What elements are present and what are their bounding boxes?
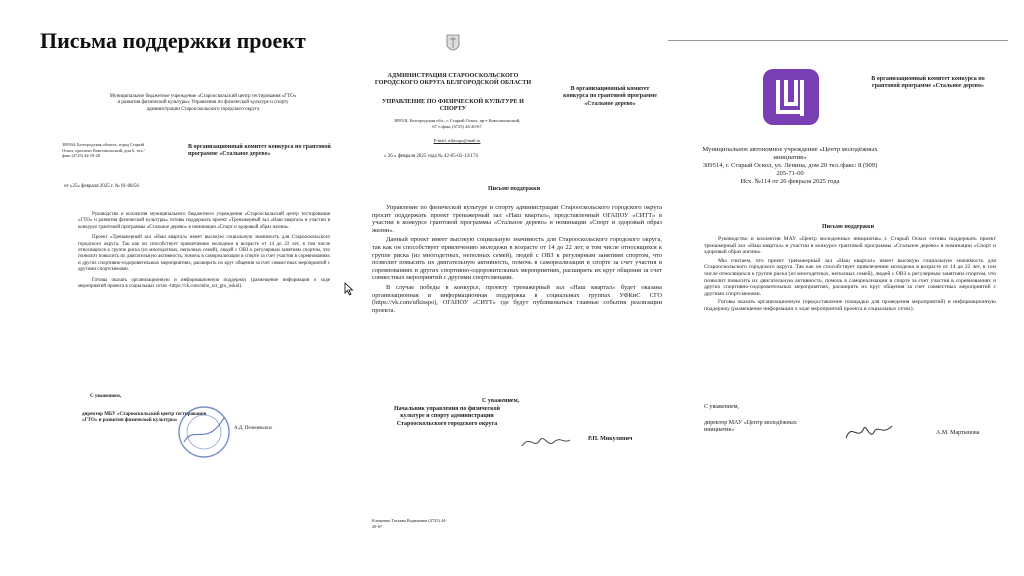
letter1-recipient: В организационный комитет конкурса по грантовой программе «Стальное дерево» — [188, 144, 331, 158]
letter1-closing: С уважением, — [90, 394, 121, 399]
letter1-body — [78, 212, 330, 290]
letter3-recipient: В организационный комитет конкурса по грантовой программе «Стальное дерево» — [871, 76, 985, 90]
letter1-org: Муниципальное бюджетное учреждение «Старооскольский центр тестирования «ГТО» и развития физической культуры» Управления по физической культуре и спорту администрации Старооскольского городского округа — [109, 94, 297, 112]
letter2-signer-title: Начальник управления по физической культуре и спорту администрации Старооскольского городского округа — [394, 406, 500, 427]
letter1-signer-title: директор МБУ «Старооскольский центр тестирования «ГТО» и развития физической культуры» — [82, 412, 207, 424]
letter1-signer-name: А.Д. Печеневских — [234, 426, 273, 431]
support-letter-gto — [58, 88, 338, 558]
letter1-stamp-icon — [176, 404, 232, 460]
letter2-heading: Письмо поддержки — [487, 186, 541, 192]
letter3-paragraph-2: Мы считаем, что проект тренажерный зал «Наш квартал» имеет высокую социальную значимость для Старооскольского городского округа. Так как он способствует привлечению молодежи в возрасте от 14 до 22 лет, в том числе относящихся к группе риска (из многодетных, неполных семей), людей с ОВЗ к регулярным занятиям спортом, что позволит повысить их двигательную активность, помочь в самореализации в спорте за счет участия в соревнованиях и других спортивно-оздоровительных мероприятиях, расширить их круг общения за счет совместных мероприятий с другими спортсменами. — [704, 257, 996, 297]
letter3-signer-title: директор МАУ «Центр молодёжных инициатив» — [704, 420, 797, 434]
letter2-paragraph-1: Управление по физической культуре и спорту администрации Старооскольского городского округа просит поддержать проект тренажерный зал «Наш квартал», представленный ОГАПОУ «СИТТ» в участии в конкурсе грантовой программы «Стальное дерево» в номинации «Спорт и здоровый образ жизни». — [372, 204, 662, 234]
letter2-address: 309518, Белгородская обл., г. Старый Оскол, пр-т Комсомольский, 67 т./факс (4725) 44-20-67 — [393, 118, 521, 129]
letter1-address: 309504, Белгородская область, город Старый Оскол, проспект Комсомольский, дом 6, тел./факс (4725) 44-18-28 — [62, 142, 145, 158]
letter3-body — [704, 236, 996, 313]
letter2-dept: УПРАВЛЕНИЕ ПО ФИЗИЧЕСКОЙ КУЛЬТУРЕ И СПОРТУ — [381, 98, 524, 112]
letter2-signer-name: Р.П. Микулянич — [588, 436, 633, 442]
youth-center-logo-icon — [762, 68, 820, 126]
letter3-date-number: Исх. №114 от 26 февраля 2025 года — [740, 178, 840, 185]
letter3-org: Муниципальное автономное учреждение «Центр молодёжных инициатив» — [702, 146, 878, 161]
title-divider — [668, 40, 1008, 41]
letter2-footer: Клещенко Татьяна Вадимовна (4725) 44-20-67 — [372, 518, 447, 529]
letter1-paragraph-1: Руководство и коллектив муниципального бюджетного учреждения «Старооскольский центр тестирования «ГТО» и развития физической культуры» готовы поддержать проект «Тренажерный зал «Наш квартал» в участии в конкурсе грантовой программы «Стальное дерево» в номинации «Спорт и здоровый образ жизни». — [78, 212, 330, 230]
letter2-recipient: В организационный комитет конкурса по грантовой программе «Стальное дерево» — [563, 86, 657, 107]
letter2-body — [372, 204, 662, 314]
mouse-cursor-icon — [344, 282, 354, 296]
letter3-closing: С уважением, — [704, 404, 740, 410]
letter3-paragraph-1: Руководство и коллектив МАУ «Центр молодежных инициатив» г. Старый Оскол готовы поддержать проект тренажерный зал «Наш квартал» в участии в конкурсе грантовой программы «Стальное дерево» в номинации «Спорт и здоровый образ жизни». — [704, 236, 996, 256]
letter3-signer-name: А.М. Мартынова — [936, 430, 980, 436]
support-letter-youth-center — [698, 58, 998, 478]
letter3-heading: Письмо поддержки — [821, 224, 875, 230]
letter1-date-number: от «25» февраля 2025 г. № 01-08/56 — [64, 184, 140, 189]
slide-title: Письма поддержки проект — [40, 28, 306, 53]
letter2-org: АДМИНИСТРАЦИЯ СТАРООСКОЛЬСКОГО ГОРОДСКОГО ОКРУГА БЕЛГОРОДСКОЙ ОБЛАСТИ — [374, 72, 532, 86]
letter2-signature-icon — [520, 430, 572, 452]
letter3-signature-icon — [844, 420, 896, 444]
city-crest-icon — [446, 34, 460, 54]
support-letter-administration — [362, 34, 666, 554]
letter2-closing: С уважением, — [482, 398, 520, 404]
letter2-paragraph-3: В случае победы в конкурсе, проекту тренажерный зал «Наш квартал» будет оказана организационная и информационная поддержка в социальных группах УФКиС СГО (https://vk.com/ufkisspo), ОГАПОУ «СИТТ» где будут публиковаться главные события реализации проекта. — [372, 283, 662, 314]
letter1-paragraph-3: Готовы оказать организационную и информационную поддержку (размещение информации о ходе мероприятий проекта в социальных сетях -https://vk.com/mbu_sct_gto_oskol). — [78, 277, 330, 290]
letter2-date-number: « 26 » февраля 2025 года № 42-05-05-13/174 — [384, 154, 478, 159]
letter3-address: 309514, г. Старый Оскол, ул. Ленина, дом 20 тел./факс: 8 (909) 205-71-60 — [702, 162, 878, 177]
letter2-paragraph-2: Данный проект имеет высокую социальную значимость для Старооскольского городского округа, так как он способствует привлечению молодежи в возрасте от 14 до 22 лет, в том числе относящихся к группе риска (из многодетных, неполных семей), людей с ОВЗ к регулярным занятиям спортом, что позволит повысить их двигательную активность, помочь в самореализации в спорте за счет участия в соревнованиях и других спортивно-оздоровительных мероприятиях, расширить их круг общения за счет совместных мероприятий с другими спортсменами. — [372, 236, 662, 282]
letter1-paragraph-2: Проект «Тренажерный зал «Наш квартал» имеет высокую социальную значимость для Старооскольского городского округа. Так как он способствует привлечению молодежи в возрасте от 14 до 22 лет, в том числе относящихся к группе риска (из многодетных, неполных семей), людей с ОВЗ к регулярным занятиям спортом, что позволит повысить их двигательную активность, помочь в самореализации в спорте за счет участия в соревнованиях и других спортивно-оздоровительных мероприятиях, расширить их круг общения за счет совместных мероприятий с другими спортсменами. — [78, 235, 330, 273]
letter2-email: E-mail: ufkisspo@mail.ru — [433, 138, 481, 143]
letter3-paragraph-3: Готовы оказать организационную (предоставление площадки для проведения мероприятий) и информационную поддержку (размещение информации о ходе мероприятий проекта в социальных сетях). — [704, 299, 996, 312]
